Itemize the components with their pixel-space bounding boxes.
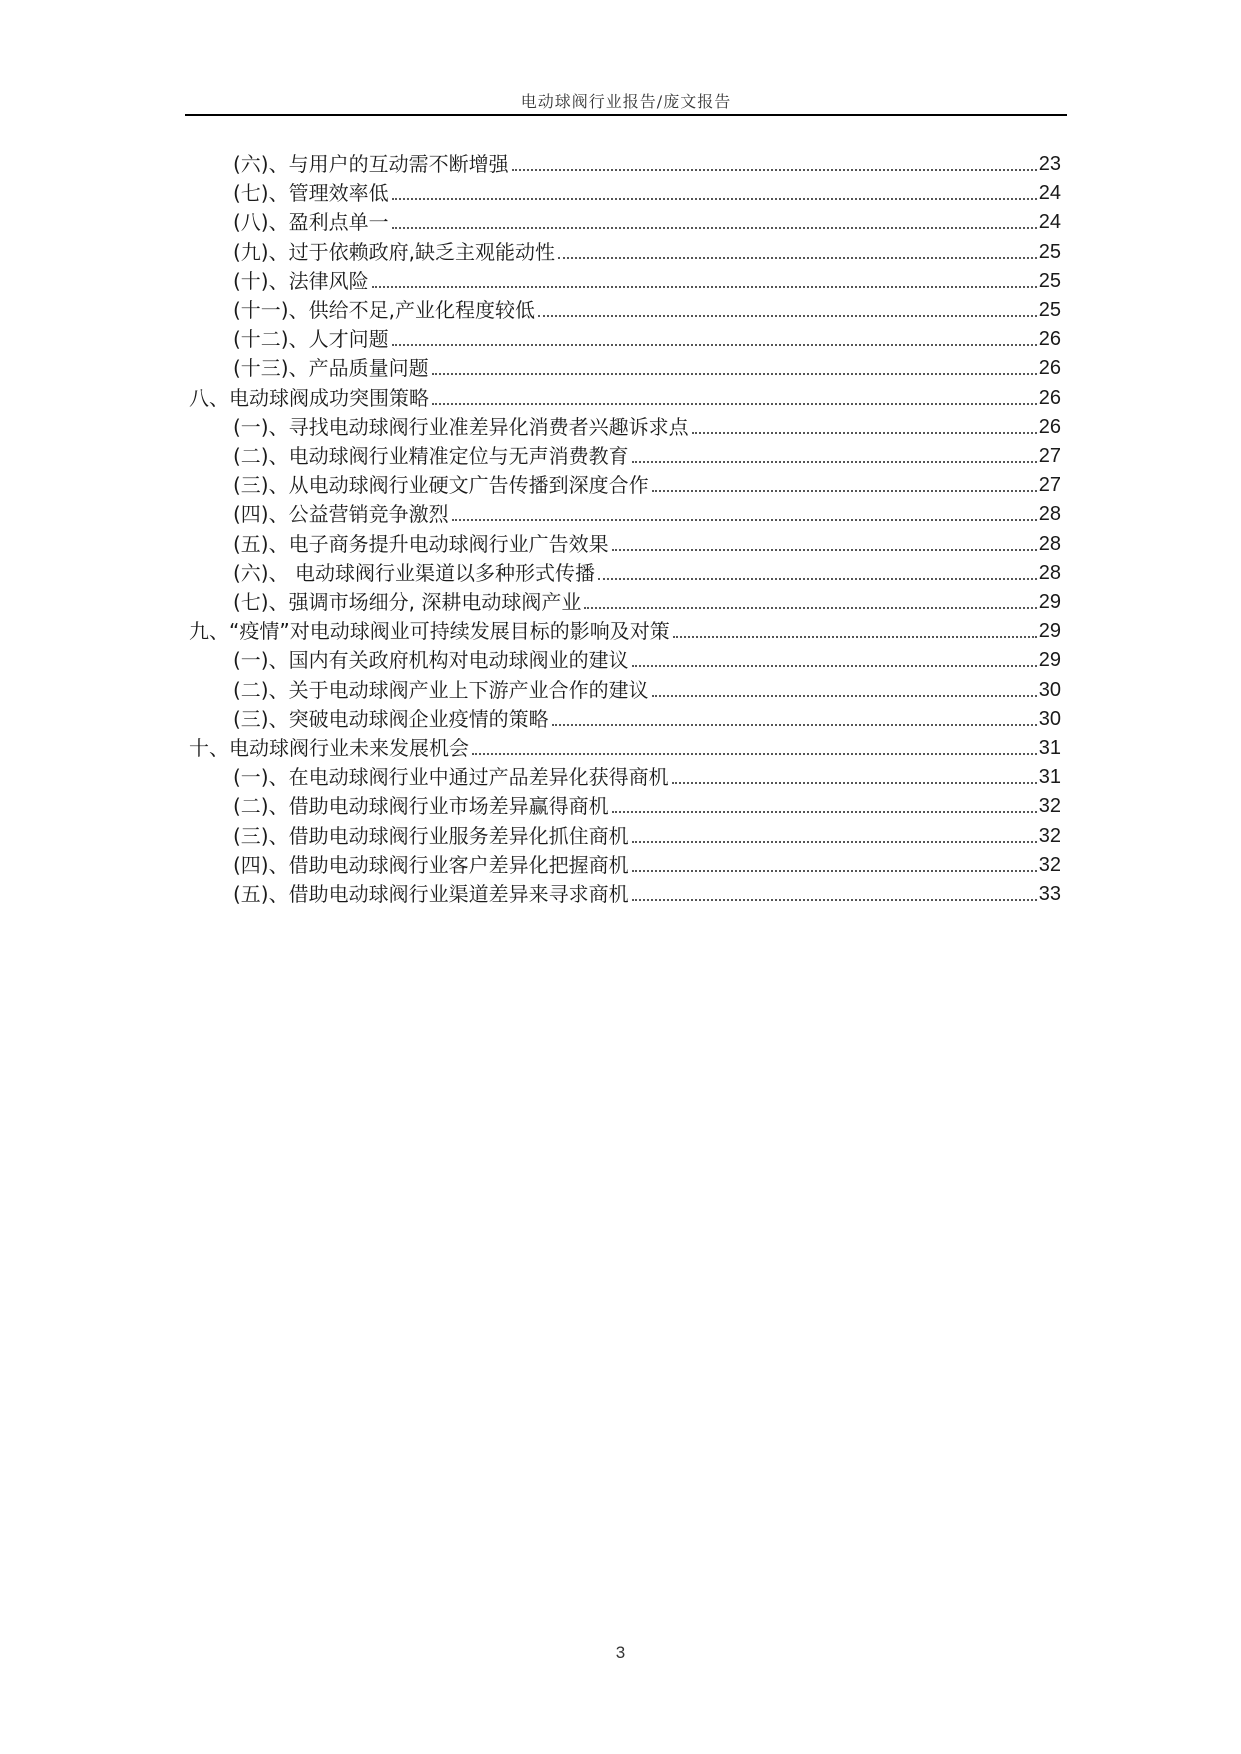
toc-entry-title: (三)、借助电动球阀行业服务差异化抓住商机 xyxy=(233,823,629,848)
toc-dot-leader xyxy=(612,549,1037,551)
toc-entry-title: (十二)、人才问题 xyxy=(233,327,389,352)
toc-entry-title: (一)、国内有关政府机构对电动球阀业的建议 xyxy=(233,648,629,673)
toc-section-entry[interactable] xyxy=(233,821,1061,851)
toc-entry-page: 32 xyxy=(1038,824,1061,847)
toc-dot-leader xyxy=(372,286,1037,288)
toc-section-entry[interactable] xyxy=(233,149,1061,179)
toc-entry-title: (二)、电动球阀行业精准定位与无声消费教育 xyxy=(233,444,629,468)
toc-entry-page: 29 xyxy=(1038,620,1061,643)
toc-entry-title: (一)、在电动球阀行业中通过产品差异化获得商机 xyxy=(233,765,669,790)
toc-entry-page: 30 xyxy=(1038,707,1061,730)
toc-entry-title: (三)、从电动球阀行业硬文广告传播到深度合作 xyxy=(233,473,649,498)
toc-dot-leader xyxy=(598,578,1037,580)
toc-entry-title: (一)、寻找电动球阀行业准差异化消费者兴趣诉求点 xyxy=(233,414,689,439)
toc-entry-page: 25 xyxy=(1038,299,1061,321)
toc-entry-title: (十)、法律风险 xyxy=(233,268,369,293)
toc-section-entry[interactable] xyxy=(233,324,1061,354)
toc-entry-page: 28 xyxy=(1038,503,1061,526)
toc-entry-title: (十三)、产品质量问题 xyxy=(233,356,429,381)
toc-section-entry[interactable] xyxy=(233,499,1061,529)
toc-dot-leader xyxy=(472,753,1037,755)
toc-dot-leader xyxy=(432,403,1037,405)
toc-dot-leader xyxy=(672,782,1037,784)
toc-dot-leader xyxy=(558,257,1037,259)
toc-entry-title: (二)、借助电动球阀行业市场差异赢得商机 xyxy=(233,794,609,819)
toc-section-entry[interactable] xyxy=(233,704,1061,734)
toc-dot-leader xyxy=(652,695,1037,697)
running-header-title: 电动球阀行业报告/庞文报告 xyxy=(520,92,732,111)
toc-section-entry[interactable] xyxy=(233,353,1061,383)
toc-entry-title: (五)、借助电动球阀行业渠道差异来寻求商机 xyxy=(233,882,629,906)
toc-section-entry[interactable] xyxy=(233,558,1061,588)
toc-entry-title: (三)、突破电动球阀企业疫情的策略 xyxy=(233,706,549,731)
toc-entry-page: 27 xyxy=(1038,474,1061,497)
toc-entry-page: 25 xyxy=(1038,269,1061,292)
toc-section-entry[interactable] xyxy=(233,207,1061,237)
toc-entry-page: 25 xyxy=(1038,240,1061,263)
toc-dot-leader xyxy=(392,344,1037,346)
toc-entry-page: 32 xyxy=(1038,853,1061,876)
toc-entry-page: 33 xyxy=(1038,883,1061,905)
toc-section-entry[interactable] xyxy=(233,470,1061,500)
toc-section-entry[interactable] xyxy=(233,178,1061,208)
toc-entry-page: 30 xyxy=(1038,678,1061,701)
toc-dot-leader xyxy=(632,899,1037,901)
page-number: 3 xyxy=(615,1643,626,1662)
toc-dot-leader xyxy=(632,461,1037,463)
toc-section-entry[interactable] xyxy=(233,791,1061,821)
toc-entry-title: 九、“疫情”对电动球阀业可持续发展目标的影响及对策 xyxy=(189,619,670,644)
toc-section-entry[interactable] xyxy=(233,237,1061,267)
toc-entry-page: 23 xyxy=(1038,153,1061,175)
toc-entry-page: 31 xyxy=(1038,766,1061,789)
toc-dot-leader xyxy=(552,724,1037,726)
toc-entry-page: 28 xyxy=(1038,561,1061,584)
toc-entry-page: 29 xyxy=(1038,591,1061,613)
toc-entry-title: (六)、 电动球阀行业渠道以多种形式传播 xyxy=(233,560,595,585)
toc-entry-page: 24 xyxy=(1038,211,1061,234)
toc-dot-leader xyxy=(652,490,1037,492)
toc-entry-title: (四)、公益营销竞争激烈 xyxy=(233,502,449,527)
toc-dot-leader xyxy=(538,315,1037,317)
toc-chapter-entry[interactable] xyxy=(189,733,1061,763)
toc-section-entry[interactable] xyxy=(233,266,1061,296)
toc-entry-title: (七)、强调市场细分, 深耕电动球阀产业 xyxy=(233,590,582,614)
toc-section-entry[interactable] xyxy=(233,295,1061,325)
toc-dot-leader xyxy=(632,841,1037,843)
toc-entry-title: (八)、盈利点单一 xyxy=(233,210,389,235)
toc-entry-page: 26 xyxy=(1038,328,1061,351)
toc-entry-page: 27 xyxy=(1038,445,1061,467)
toc-entry-page: 31 xyxy=(1038,737,1061,759)
toc-dot-leader xyxy=(392,198,1037,200)
toc-entry-title: 八、电动球阀成功突围策略 xyxy=(189,385,429,410)
toc-entry-title: 十、电动球阀行业未来发展机会 xyxy=(189,736,469,760)
toc-dot-leader xyxy=(692,432,1037,434)
toc-entry-title: (二)、关于电动球阀产业上下游产业合作的建议 xyxy=(233,677,649,702)
toc-dot-leader xyxy=(432,373,1037,375)
header-divider xyxy=(185,114,1067,116)
toc-entry-title: (十一)、供给不足,产业化程度较低 xyxy=(233,298,535,322)
toc-dot-leader xyxy=(452,519,1037,521)
toc-section-entry[interactable] xyxy=(233,850,1061,880)
toc-dot-leader xyxy=(673,636,1037,638)
toc-section-entry[interactable] xyxy=(233,879,1061,909)
toc-entry-title: (四)、借助电动球阀行业客户差异化把握商机 xyxy=(233,852,629,877)
toc-entry-page: 24 xyxy=(1038,182,1061,205)
toc-dot-leader xyxy=(512,169,1037,171)
toc-section-entry[interactable] xyxy=(233,587,1061,617)
toc-entry-page: 26 xyxy=(1038,386,1061,409)
toc-section-entry[interactable] xyxy=(233,529,1061,559)
toc-entry-page: 26 xyxy=(1038,357,1061,380)
toc-chapter-entry[interactable] xyxy=(189,616,1061,646)
toc-entry-title: (九)、过于依赖政府,缺乏主观能动性 xyxy=(233,239,555,264)
toc-dot-leader xyxy=(632,665,1037,667)
toc-dot-leader xyxy=(632,870,1037,872)
toc-section-entry[interactable] xyxy=(233,412,1061,442)
toc-section-entry[interactable] xyxy=(233,762,1061,792)
toc-entry-page: 32 xyxy=(1038,795,1061,818)
toc-entry-title: (六)、与用户的互动需不断增强 xyxy=(233,152,509,176)
toc-section-entry[interactable] xyxy=(233,675,1061,705)
toc-entry-page: 29 xyxy=(1038,649,1061,672)
toc-entry-page: 26 xyxy=(1038,415,1061,438)
toc-section-entry[interactable] xyxy=(233,645,1061,675)
toc-dot-leader xyxy=(392,227,1037,229)
toc-dot-leader xyxy=(584,607,1036,609)
toc-entry-title: (七)、管理效率低 xyxy=(233,181,389,206)
toc-chapter-entry[interactable] xyxy=(189,383,1061,413)
toc-entry-title: (五)、电子商务提升电动球阀行业广告效果 xyxy=(233,531,609,556)
toc-entry-page: 28 xyxy=(1038,532,1061,555)
toc-dot-leader xyxy=(612,811,1037,813)
toc-section-entry[interactable] xyxy=(233,441,1061,471)
